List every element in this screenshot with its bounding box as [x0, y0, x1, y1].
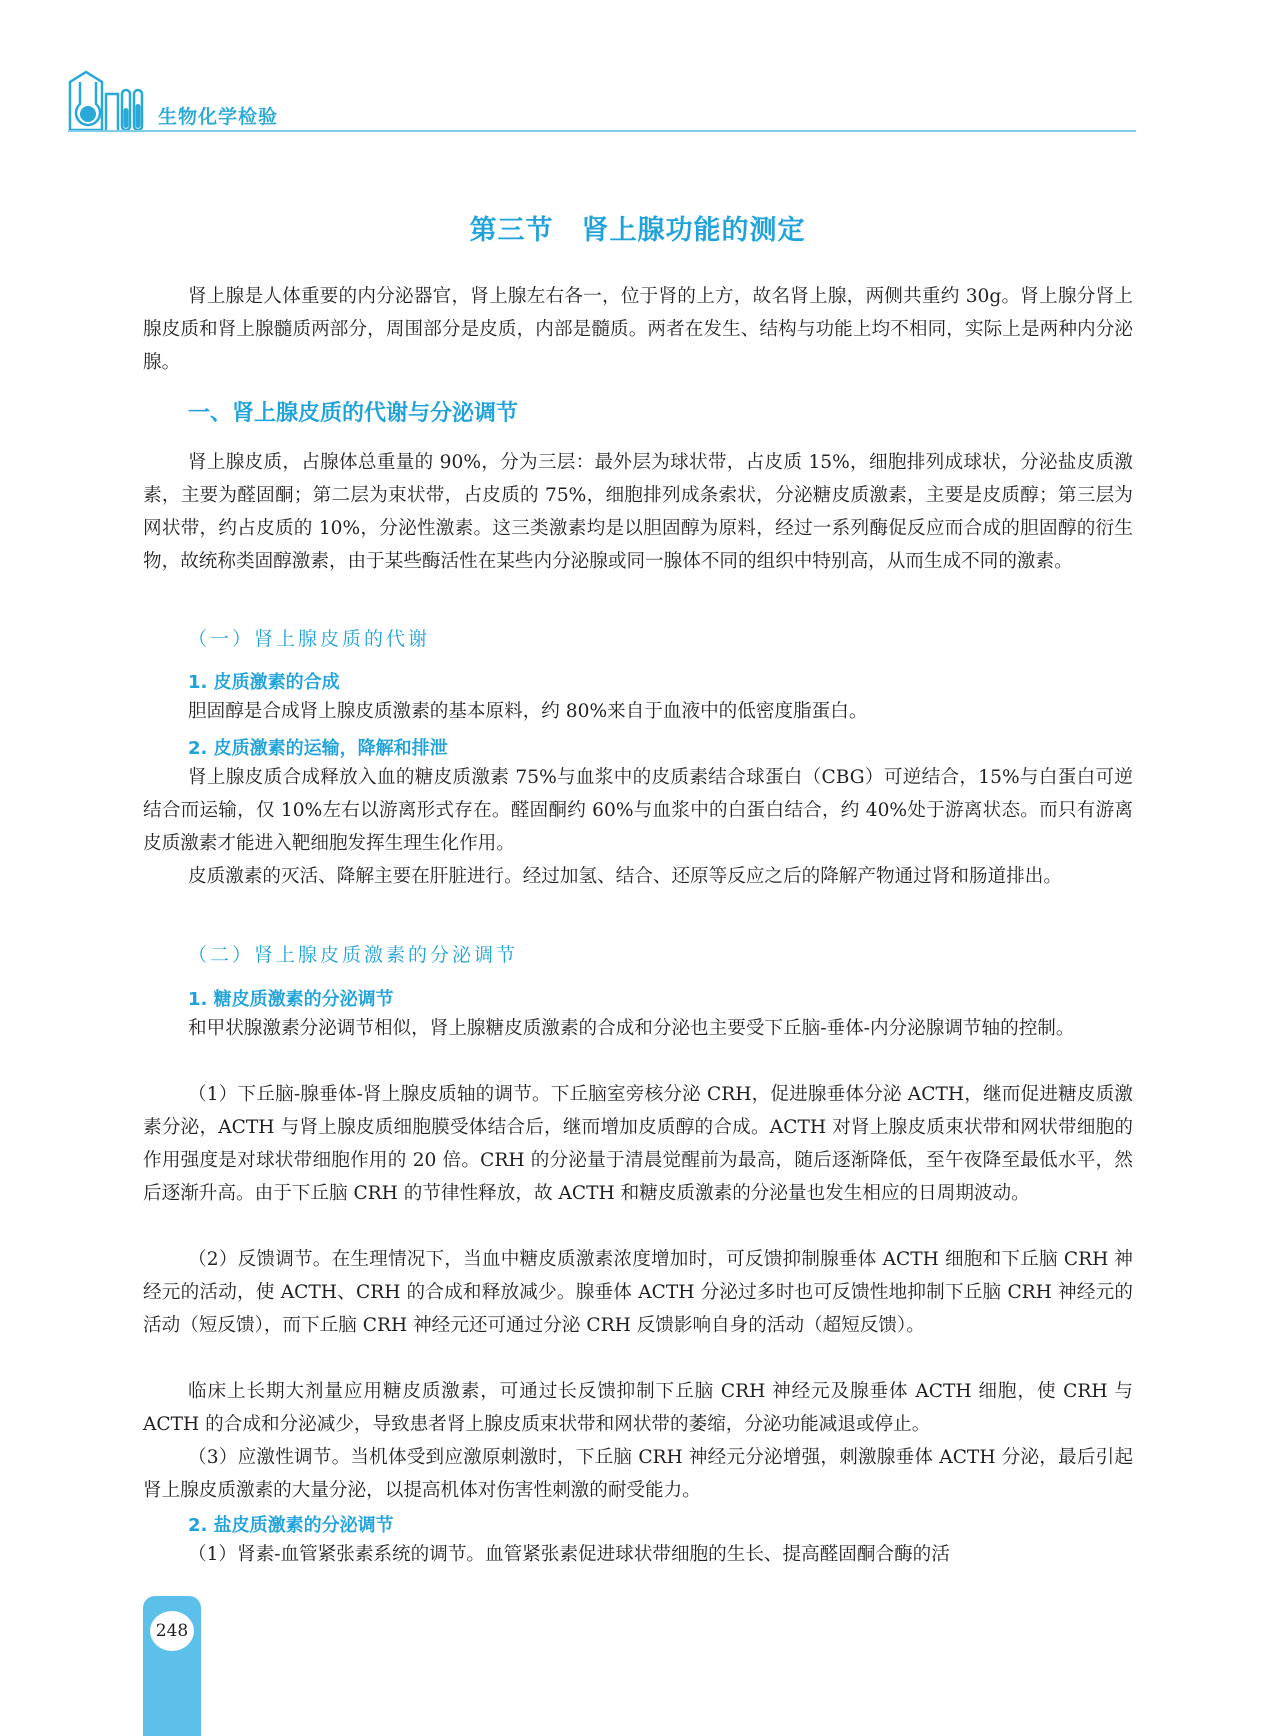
lab-glassware-icon [66, 64, 146, 134]
sub2-item1-paragraph-1: 和甲状腺激素分泌调节相似，肾上腺糖皮质激素的合成和分泌也主要受下丘脑-垂体-内分泌腺调节轴的控制。 [188, 1018, 1075, 1039]
header-divider [68, 130, 1136, 132]
sub2-item1-paragraph-5: （3）应激性调节。当机体受到应激原刺激时，下丘脑 CRH 神经元分泌增强，刺激腺垂体 ACTH 分泌，最后引起肾上腺皮质激素的大量分泌，以提高机体对伤害性刺激的耐受能力。 [143, 1447, 1133, 1501]
section-title: 第三节 肾上腺功能的测定 [469, 215, 806, 246]
sub2-item1-heading: 1. 糖皮质激素的分泌调节 [188, 989, 394, 1010]
sub1-item2-paragraph-2: 皮质激素的灭活、降解主要在肝脏进行。经过加氢、结合、还原等反应之后的降解产物通过肾和肠道排出。 [188, 866, 1062, 887]
sub1-item2-heading: 2. 皮质激素的运输，降解和排泄 [188, 738, 448, 759]
sub2-item1-paragraph-2: （1）下丘脑-腺垂体-肾上腺皮质轴的调节。下丘脑室旁核分泌 CRH，促进腺垂体分泌 ACTH，继而促进糖皮质激素分泌，ACTH 与肾上腺皮质细胞膜受体结合后，继而增加皮质醇的合成。ACTH 对肾上腺皮质束状带和网状带细胞的作用强度是对球状带细胞作用的 20 倍。CRH 的分泌量于清晨觉醒前为最高，随后逐渐降低，至午夜降至最低水平，然后逐渐升高。由于下丘脑 CRH 的节律性释放，故 ACTH 和糖皮质激素的分泌量也发生相应的日周期波动。 [143, 1084, 1133, 1204]
book-title: 生物化学检验 [158, 106, 279, 128]
sub2-item1-paragraph-3: （2）反馈调节。在生理情况下，当血中糖皮质激素浓度增加时，可反馈抑制腺垂体 ACTH 细胞和下丘脑 CRH 神经元的活动，使 ACTH、CRH 的合成和释放减少。腺垂体 ACTH 分泌过多时也可反馈性地抑制下丘脑 CRH 神经元的活动（短反馈），而下丘脑 CRH 神经元还可通过分泌 CRH 反馈影响自身的活动（超短反馈）。 [143, 1249, 1133, 1336]
sub1-item1-paragraph: 胆固醇是合成肾上腺皮质激素的基本原料，约 80%来自于血液中的低密度脂蛋白。 [188, 701, 868, 722]
sub1-item1-heading: 1. 皮质激素的合成 [188, 672, 340, 693]
page-number: 248 [150, 1611, 194, 1651]
sub2-item2-paragraph-1: （1）肾素-血管紧张素系统的调节。血管紧张素促进球状带细胞的生长、提高醛固酮合酶的活 [188, 1544, 950, 1565]
sub2-item1-paragraph-4: 临床上长期大剂量应用糖皮质激素，可通过长反馈抑制下丘脑 CRH 神经元及腺垂体 ACTH 细胞，使 CRH 与 ACTH 的合成和分泌减少，导致患者肾上腺皮质束状带和网状带的萎缩，分泌功能减退或停止。 [143, 1381, 1133, 1435]
sub1-heading: （一）肾上腺皮质的代谢 [188, 628, 431, 650]
part1-paragraph: 肾上腺皮质，占腺体总重量的 90%，分为三层：最外层为球状带，占皮质 15%，细胞排列成球状，分泌盐皮质激素，主要为醛固酮；第二层为束状带，占皮质的 75%，细胞排列成条索状，分泌糖皮质激素，主要是皮质醇；第三层为网状带，约占皮质的 10%，分泌性激素。这三类激素均是以胆固醇为原料，经过一系列酶促反应而合成的胆固醇的衍生物，故统称类固醇激素，由于某些酶活性在某些内分泌腺或同一腺体不同的组织中特别高，从而生成不同的激素。 [143, 452, 1133, 572]
sub2-item2-heading: 2. 盐皮质激素的分泌调节 [188, 1515, 394, 1536]
sub1-item2-paragraph-1: 肾上腺皮质合成释放入血的糖皮质激素 75%与血浆中的皮质素结合球蛋白（CBG）可逆结合，15%与白蛋白可逆结合而运输，仅 10%左右以游离形式存在。醛固酮约 60%与血浆中的白蛋白结合，约 40%处于游离状态。而只有游离皮质激素才能进入靶细胞发挥生理生化作用。 [143, 767, 1133, 854]
sub2-heading: （二）肾上腺皮质激素的分泌调节 [188, 944, 519, 966]
intro-paragraph: 肾上腺是人体重要的内分泌器官，肾上腺左右各一，位于肾的上方，故名肾上腺，两侧共重约 30g。肾上腺分肾上腺皮质和肾上腺髓质两部分，周围部分是皮质，内部是髓质。两者在发生、结构与功能上均不相同，实际上是两种内分泌腺。 [143, 286, 1133, 373]
part1-heading: 一、肾上腺皮质的代谢与分泌调节 [188, 401, 519, 426]
